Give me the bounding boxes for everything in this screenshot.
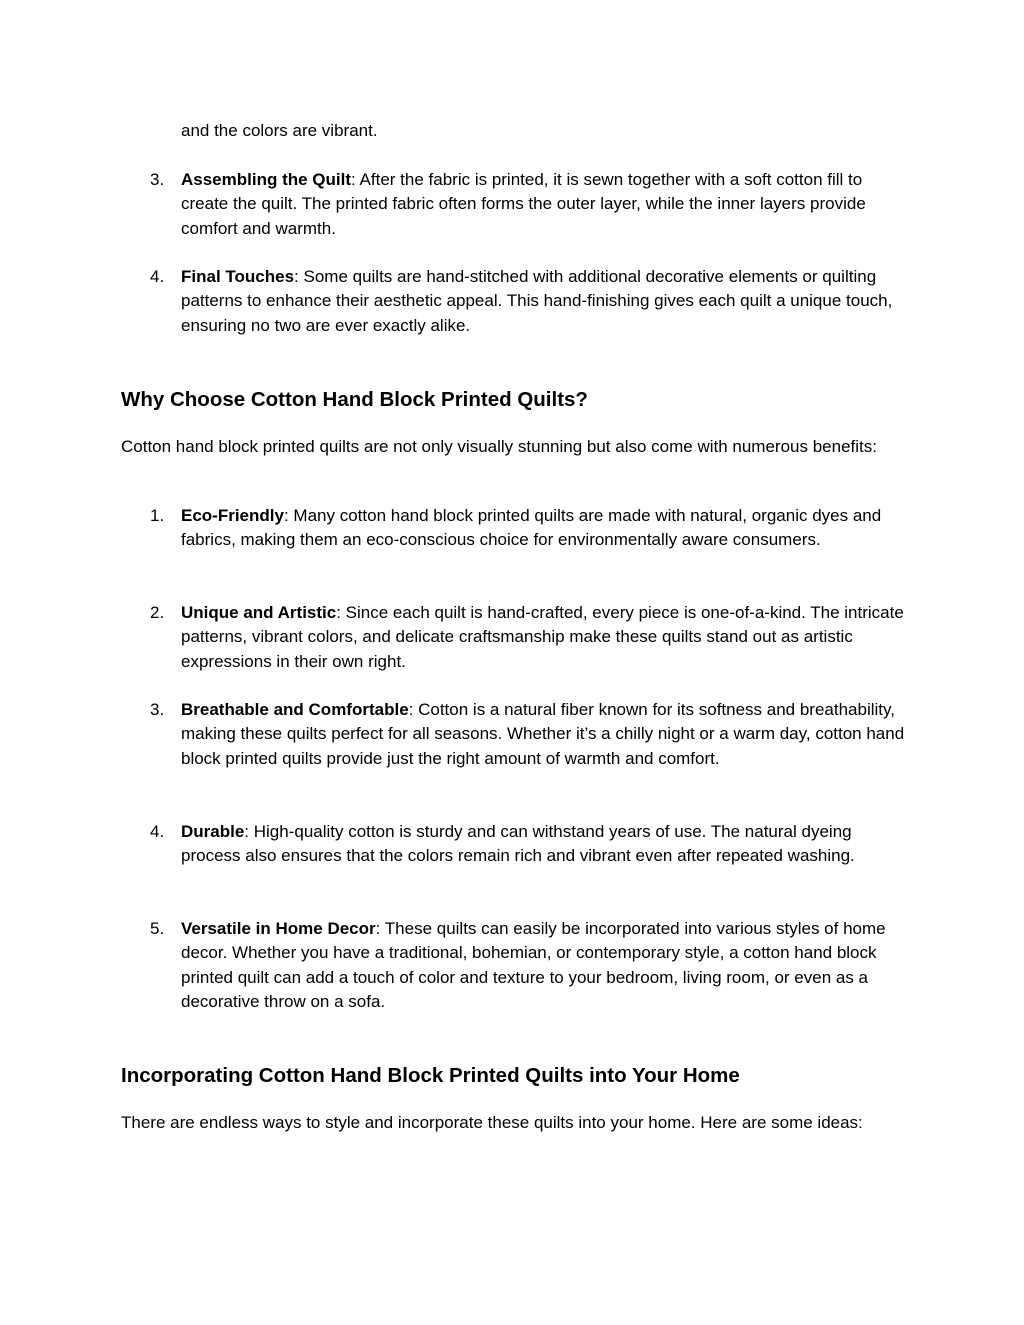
intro-continuation-text: and the colors are vibrant. bbox=[181, 121, 378, 140]
list-item-title: Breathable and Comfortable bbox=[181, 700, 409, 719]
list-item-text bbox=[181, 820, 906, 869]
list-item-number: 3. bbox=[150, 700, 165, 719]
list-item-title: Eco-Friendly bbox=[181, 506, 284, 525]
list-item-title: Versatile in Home Decor bbox=[181, 919, 376, 938]
list-item-text bbox=[181, 698, 906, 771]
list-item-text bbox=[181, 917, 906, 1015]
list-item-description: : Since each quilt is hand-crafted, every piece is one-of-a-kind. The intricate patterns, vibrant colors, and delicate craftsmanship make these quilts stand out as artistic expressions in their own right. bbox=[181, 603, 904, 671]
list-item-text bbox=[181, 168, 906, 241]
why-section-intro: Cotton hand block printed quilts are not only visually stunning but also come with numerous benefits: bbox=[121, 437, 877, 456]
list-item-description: : Some quilts are hand-stitched with additional decorative elements or quilting patterns to enhance their aesthetic appeal. This hand-finishing gives each quilt a unique touch, ensuring no two are ever exactly alike. bbox=[181, 267, 893, 335]
section-heading-incorporating: Incorporating Cotton Hand Block Printed Quilts into Your Home bbox=[121, 1064, 740, 1087]
list-item-number: 4. bbox=[150, 267, 165, 286]
list-item-title: Assembling the Quilt bbox=[181, 170, 352, 189]
list-item-description: : These quilts can easily be incorporated into various styles of home decor. Whether you have a traditional, bohemian, or contemporary style, a cotton hand block printed quilt can add a touch of color and texture to your bedroom, living room, or even as a decorative throw on a sofa. bbox=[181, 919, 886, 1012]
list-item-number: 2. bbox=[150, 603, 165, 622]
list-item-number: 5. bbox=[150, 919, 165, 938]
list-item-text bbox=[181, 265, 906, 338]
list-item-number: 4. bbox=[150, 822, 165, 841]
list-item-number: 3. bbox=[150, 170, 165, 189]
list-item-description: : Cotton is a natural fiber known for its softness and breathability, making these quilts perfect for all seasons. Whether it’s a chilly night or a warm day, cotton hand block printed quilts provide just the right amount of warmth and comfort. bbox=[181, 700, 905, 768]
list-item-description: : Many cotton hand block printed quilts are made with natural, organic dyes and fabrics, making them an eco-conscious choice for environmentally aware consumers. bbox=[181, 506, 882, 550]
section-heading-why-choose: Why Choose Cotton Hand Block Printed Quilts? bbox=[121, 388, 588, 411]
home-section-intro: There are endless ways to style and incorporate these quilts into your home. Here are some ideas: bbox=[121, 1113, 863, 1132]
list-item-text bbox=[181, 601, 906, 674]
list-item-description: : After the fabric is printed, it is sewn together with a soft cotton fill to create the quilt. The printed fabric often forms the outer layer, while the inner layers provide comfort and warmth. bbox=[181, 170, 866, 238]
list-item-title: Final Touches bbox=[181, 267, 295, 286]
list-item-text bbox=[181, 504, 906, 553]
list-item-number: 1. bbox=[150, 506, 165, 525]
list-item-description: : High-quality cotton is sturdy and can withstand years of use. The natural dyeing process also ensures that the colors remain rich and vibrant even after repeated washing. bbox=[181, 822, 855, 866]
list-item-title: Durable bbox=[181, 822, 245, 841]
list-item-title: Unique and Artistic bbox=[181, 603, 337, 622]
